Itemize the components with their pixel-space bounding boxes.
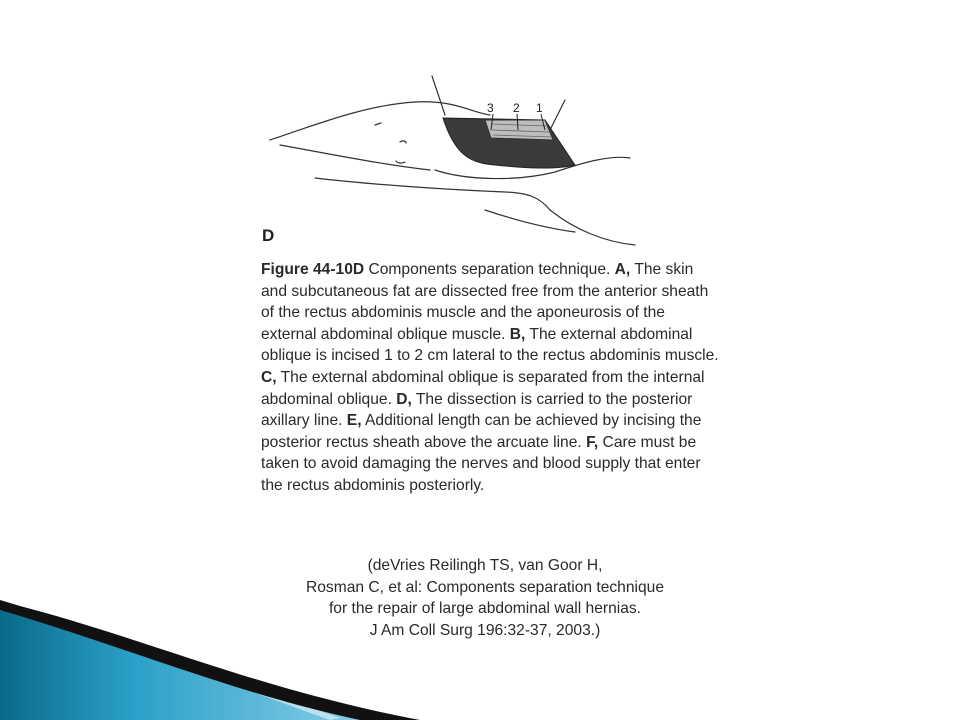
caption-bold-run: C, — [261, 368, 277, 386]
illustration-label-1: 1 — [536, 101, 543, 115]
decorative-swoosh — [0, 600, 960, 720]
caption-text-run: The external abdominal oblique is separated from the internal abdominal oblique. — [261, 368, 705, 408]
panel-label: D — [262, 226, 275, 245]
figure-caption — [261, 259, 721, 497]
caption-text-run: The skin and subcutaneous fat are dissected free from the anterior sheath of the rectus abdominis muscle and the aponeurosis of the external abdominal oblique muscle. — [261, 261, 709, 343]
caption-text-run: The dissection is carried to the posterior axillary line. — [261, 390, 693, 430]
caption-bold-run: E, — [346, 412, 362, 430]
caption-text-run: Components separation technique. — [364, 261, 615, 278]
citation-line: J Am Coll Surg 196:32-37, 2003.) — [369, 621, 601, 639]
citation-line: (deVries Reilingh TS, van Goor H, — [367, 557, 603, 574]
illustration-label-3: 3 — [487, 101, 494, 115]
caption-text-run: Care must be taken to avoid damaging the nerves and blood supply that enter the rectus abdominis posteriorly. — [261, 433, 701, 494]
caption-text-run: The external abdominal oblique is incised 1 to 2 cm lateral to the rectus abdominis muscle. — [261, 325, 719, 365]
citation-line: for the repair of large abdominal wall hernias. — [328, 600, 642, 618]
caption-bold-run: B, — [509, 325, 526, 343]
citation-line: Rosman C, et al: Components separation technique — [306, 578, 664, 596]
surgical-illustration — [255, 70, 655, 255]
caption-text-run: Additional length can be achieved by incising the posterior rectus sheath above the arcuate line. — [261, 412, 702, 451]
caption-bold-run: F, — [586, 433, 599, 451]
illustration-label-2: 2 — [513, 101, 520, 115]
caption-bold-run: Figure 44-10D — [261, 261, 365, 278]
caption-bold-run: D, — [396, 390, 412, 408]
caption-bold-run: A, — [614, 261, 631, 278]
